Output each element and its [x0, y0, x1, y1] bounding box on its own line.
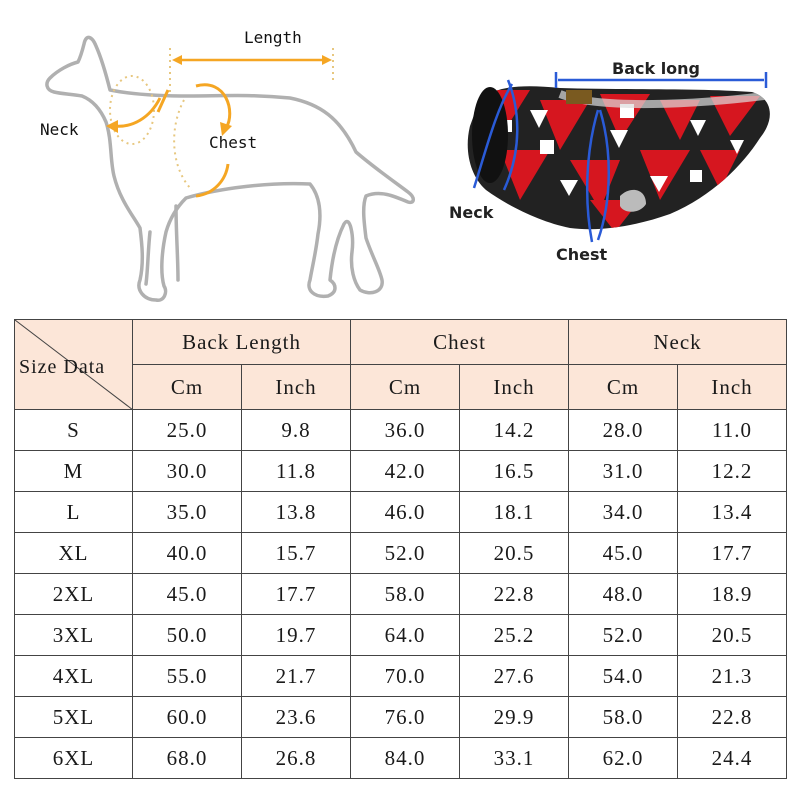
value-cell: 33.1 — [460, 738, 569, 779]
size-cell: M — [15, 451, 133, 492]
value-cell: 50.0 — [133, 615, 242, 656]
size-chart-table — [14, 319, 787, 779]
size-cell: 3XL — [15, 615, 133, 656]
unit-header: Cm — [351, 365, 460, 410]
value-cell: 18.1 — [460, 492, 569, 533]
header-group-row — [15, 320, 787, 365]
coat-back-long-label: Back long — [612, 59, 701, 78]
size-cell: 2XL — [15, 574, 133, 615]
value-cell: 29.9 — [460, 697, 569, 738]
unit-header: Inch — [678, 365, 787, 410]
size-cell: 5XL — [15, 697, 133, 738]
table-row — [15, 533, 787, 574]
value-cell: 16.5 — [460, 451, 569, 492]
value-cell: 40.0 — [133, 533, 242, 574]
value-cell: 36.0 — [351, 410, 460, 451]
corner-cell — [15, 320, 133, 410]
table-row — [15, 574, 787, 615]
dog-outline-illustration — [47, 37, 413, 300]
table-row — [15, 656, 787, 697]
table-row — [15, 451, 787, 492]
value-cell: 62.0 — [569, 738, 678, 779]
table-row — [15, 492, 787, 533]
value-cell: 60.0 — [133, 697, 242, 738]
value-cell: 45.0 — [133, 574, 242, 615]
value-cell: 27.6 — [460, 656, 569, 697]
value-cell: 30.0 — [133, 451, 242, 492]
table-row — [15, 615, 787, 656]
measurement-illustration — [0, 0, 800, 318]
value-cell: 12.2 — [678, 451, 787, 492]
value-cell: 52.0 — [569, 615, 678, 656]
value-cell: 20.5 — [678, 615, 787, 656]
group-header-neck: Neck — [569, 320, 787, 365]
value-cell: 24.4 — [678, 738, 787, 779]
value-cell: 9.8 — [242, 410, 351, 451]
value-cell: 15.7 — [242, 533, 351, 574]
size-cell: S — [15, 410, 133, 451]
value-cell: 31.0 — [569, 451, 678, 492]
value-cell: 35.0 — [133, 492, 242, 533]
unit-header: Cm — [569, 365, 678, 410]
group-header-back-length: Back Length — [133, 320, 351, 365]
unit-header: Inch — [242, 365, 351, 410]
unit-header: Cm — [133, 365, 242, 410]
value-cell: 14.2 — [460, 410, 569, 451]
value-cell: 42.0 — [351, 451, 460, 492]
value-cell: 64.0 — [351, 615, 460, 656]
value-cell: 45.0 — [569, 533, 678, 574]
dog-neck-label: Neck — [40, 120, 79, 139]
value-cell: 70.0 — [351, 656, 460, 697]
value-cell: 11.0 — [678, 410, 787, 451]
value-cell: 11.8 — [242, 451, 351, 492]
value-cell: 46.0 — [351, 492, 460, 533]
value-cell: 52.0 — [351, 533, 460, 574]
value-cell: 17.7 — [242, 574, 351, 615]
coat-illustration — [460, 80, 780, 240]
value-cell: 19.7 — [242, 615, 351, 656]
size-cell: L — [15, 492, 133, 533]
unit-header: Inch — [460, 365, 569, 410]
value-cell: 76.0 — [351, 697, 460, 738]
length-arrow-icon — [172, 55, 332, 65]
table-row — [15, 738, 787, 779]
value-cell: 25.2 — [460, 615, 569, 656]
value-cell: 58.0 — [351, 574, 460, 615]
value-cell: 54.0 — [569, 656, 678, 697]
value-cell: 17.7 — [678, 533, 787, 574]
value-cell: 55.0 — [133, 656, 242, 697]
value-cell: 25.0 — [133, 410, 242, 451]
size-cell: XL — [15, 533, 133, 574]
size-cell: 6XL — [15, 738, 133, 779]
value-cell: 21.3 — [678, 656, 787, 697]
table-row — [15, 697, 787, 738]
size-cell: 4XL — [15, 656, 133, 697]
value-cell: 13.8 — [242, 492, 351, 533]
dog-length-label: Length — [244, 28, 302, 47]
group-header-chest: Chest — [351, 320, 569, 365]
value-cell: 68.0 — [133, 738, 242, 779]
corner-label: Size Data — [19, 356, 106, 378]
value-cell: 58.0 — [569, 697, 678, 738]
value-cell: 84.0 — [351, 738, 460, 779]
value-cell: 22.8 — [460, 574, 569, 615]
coat-chest-label: Chest — [556, 245, 608, 264]
value-cell: 13.4 — [678, 492, 787, 533]
value-cell: 18.9 — [678, 574, 787, 615]
value-cell: 26.8 — [242, 738, 351, 779]
table-row — [15, 410, 787, 451]
value-cell: 20.5 — [460, 533, 569, 574]
value-cell: 48.0 — [569, 574, 678, 615]
coat-neck-label: Neck — [449, 203, 494, 222]
dog-chest-label: Chest — [209, 133, 258, 152]
value-cell: 28.0 — [569, 410, 678, 451]
value-cell: 23.6 — [242, 697, 351, 738]
value-cell: 34.0 — [569, 492, 678, 533]
value-cell: 21.7 — [242, 656, 351, 697]
value-cell: 22.8 — [678, 697, 787, 738]
